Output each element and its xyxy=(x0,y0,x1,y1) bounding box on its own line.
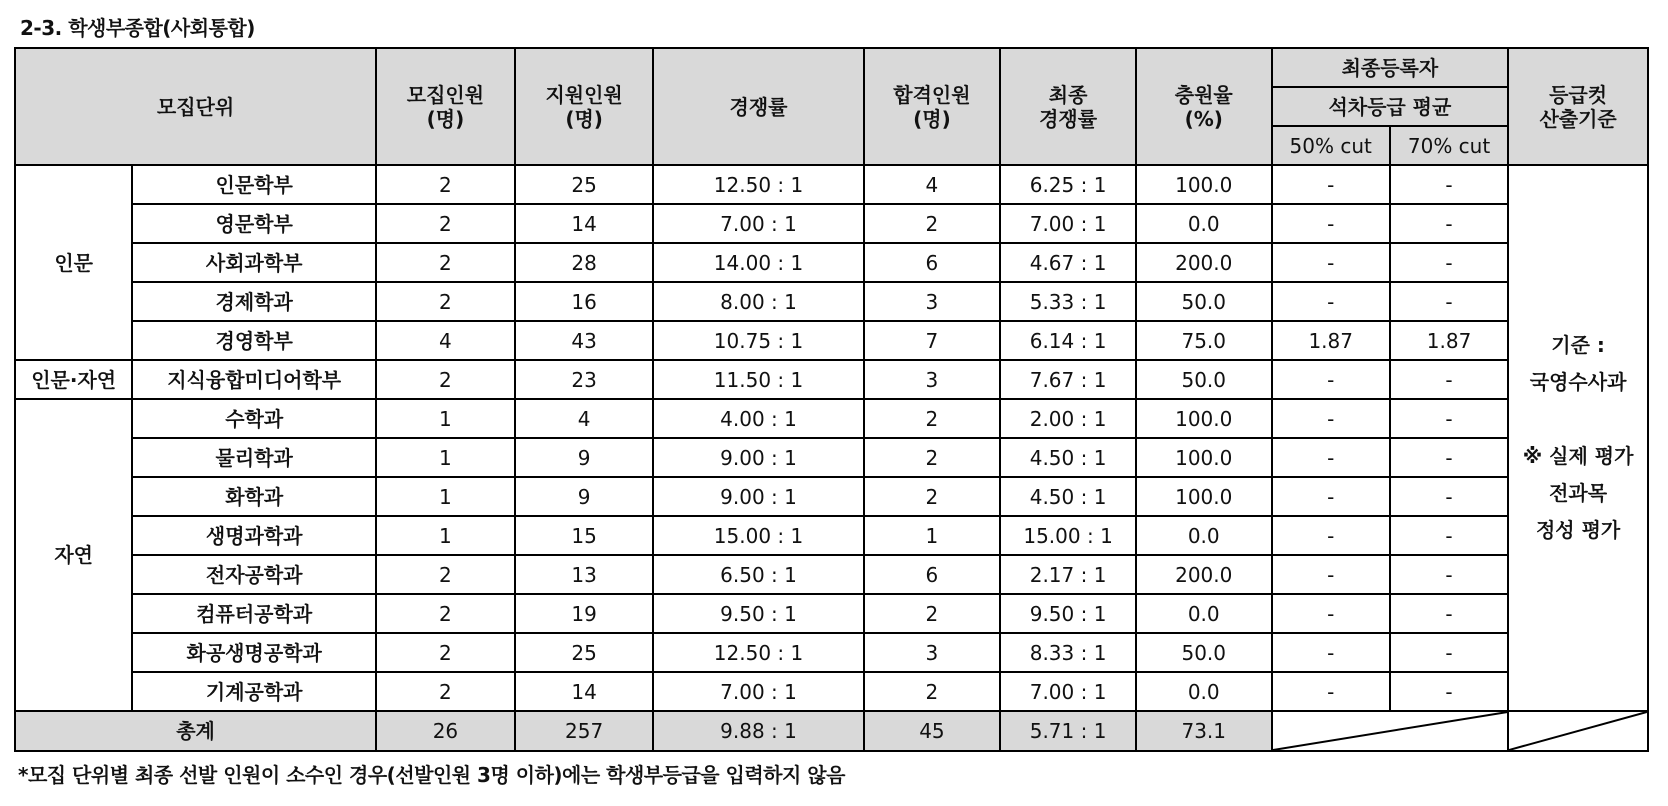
cut50-cell: - xyxy=(1272,399,1390,438)
cut70-cell: - xyxy=(1390,438,1508,477)
fill-rate-cell: 200.0 xyxy=(1136,555,1272,594)
quota-cell: 4 xyxy=(376,321,515,360)
fill-rate-cell: 100.0 xyxy=(1136,165,1272,204)
quota-cell: 1 xyxy=(376,438,515,477)
cut50-cell: - xyxy=(1272,516,1390,555)
total-passed: 45 xyxy=(864,711,1001,751)
header-passed: 합격인원 (명) xyxy=(864,48,1001,165)
ratio-cell: 15.00 : 1 xyxy=(653,516,863,555)
ratio-cell: 9.00 : 1 xyxy=(653,438,863,477)
cut50-cell: - xyxy=(1272,477,1390,516)
final-ratio-cell: 4.50 : 1 xyxy=(1000,438,1136,477)
table-row xyxy=(15,516,1648,555)
cut50-cell: - xyxy=(1272,672,1390,711)
diagonal-line xyxy=(1273,712,1508,750)
table-row xyxy=(15,672,1648,711)
applicants-cell: 19 xyxy=(515,594,654,633)
applicants-cell: 28 xyxy=(515,243,654,282)
total-label: 총계 xyxy=(15,711,376,751)
passed-cell: 6 xyxy=(864,555,1001,594)
dept-name: 지식융합미디어학부 xyxy=(132,360,376,399)
final-ratio-cell: 2.17 : 1 xyxy=(1000,555,1136,594)
ratio-cell: 7.00 : 1 xyxy=(653,204,863,243)
fill-rate-cell: 0.0 xyxy=(1136,204,1272,243)
table-row xyxy=(15,360,1648,399)
header-unit: 모집단위 xyxy=(15,48,376,165)
passed-cell: 2 xyxy=(864,399,1001,438)
total-ratio: 9.88 : 1 xyxy=(653,711,863,751)
dept-name: 생명과학과 xyxy=(132,516,376,555)
total-fill-rate: 73.1 xyxy=(1136,711,1272,751)
dept-name: 전자공학과 xyxy=(132,555,376,594)
fill-rate-cell: 200.0 xyxy=(1136,243,1272,282)
passed-cell: 3 xyxy=(864,282,1001,321)
cut70-cell: - xyxy=(1390,204,1508,243)
group-natural: 자연 xyxy=(15,399,132,711)
applicants-cell: 4 xyxy=(515,399,654,438)
final-ratio-cell: 2.00 : 1 xyxy=(1000,399,1136,438)
cut50-cell: - xyxy=(1272,204,1390,243)
quota-cell: 1 xyxy=(376,516,515,555)
cut70-cell: - xyxy=(1390,399,1508,438)
table-row xyxy=(15,282,1648,321)
passed-cell: 4 xyxy=(864,165,1001,204)
table-row xyxy=(15,204,1648,243)
table-row xyxy=(15,555,1648,594)
fill-rate-cell: 75.0 xyxy=(1136,321,1272,360)
dept-name: 기계공학과 xyxy=(132,672,376,711)
header-final-ratio: 최종 경쟁률 xyxy=(1000,48,1136,165)
passed-cell: 2 xyxy=(864,438,1001,477)
cut70-cell: - xyxy=(1390,477,1508,516)
passed-cell: 2 xyxy=(864,204,1001,243)
dept-name: 컴퓨터공학과 xyxy=(132,594,376,633)
cut70-cell: - xyxy=(1390,165,1508,204)
dept-name: 경제학과 xyxy=(132,282,376,321)
quota-cell: 2 xyxy=(376,633,515,672)
ratio-cell: 12.50 : 1 xyxy=(653,165,863,204)
cut70-cell: - xyxy=(1390,243,1508,282)
applicants-cell: 16 xyxy=(515,282,654,321)
final-ratio-cell: 9.50 : 1 xyxy=(1000,594,1136,633)
cut70-cell: - xyxy=(1390,633,1508,672)
group-humanities-natural: 인문·자연 xyxy=(15,360,132,399)
applicants-cell: 25 xyxy=(515,633,654,672)
dept-name: 사회과학부 xyxy=(132,243,376,282)
cut50-cell: - xyxy=(1272,633,1390,672)
cut50-cell: - xyxy=(1272,438,1390,477)
basis-note: 기준 : 국영수사과 ※ 실제 평가 전과목 정성 평가 xyxy=(1508,165,1648,711)
ratio-cell: 12.50 : 1 xyxy=(653,633,863,672)
final-ratio-cell: 6.14 : 1 xyxy=(1000,321,1136,360)
fill-rate-cell: 50.0 xyxy=(1136,282,1272,321)
fill-rate-cell: 0.0 xyxy=(1136,516,1272,555)
dept-name: 화학과 xyxy=(132,477,376,516)
cut50-cell: - xyxy=(1272,165,1390,204)
cut50-cell: - xyxy=(1272,282,1390,321)
final-ratio-cell: 5.33 : 1 xyxy=(1000,282,1136,321)
table-row xyxy=(15,633,1648,672)
fill-rate-cell: 50.0 xyxy=(1136,360,1272,399)
ratio-cell: 9.00 : 1 xyxy=(653,477,863,516)
cut70-cell: - xyxy=(1390,360,1508,399)
cut50-cell: - xyxy=(1272,243,1390,282)
quota-cell: 1 xyxy=(376,477,515,516)
cut50-cell: 1.87 xyxy=(1272,321,1390,360)
header-cut50: 50% cut xyxy=(1272,126,1390,165)
table-row xyxy=(15,399,1648,438)
passed-cell: 7 xyxy=(864,321,1001,360)
table-row xyxy=(15,243,1648,282)
passed-cell: 1 xyxy=(864,516,1001,555)
dept-name: 인문학부 xyxy=(132,165,376,204)
fill-rate-cell: 0.0 xyxy=(1136,594,1272,633)
total-quota: 26 xyxy=(376,711,515,751)
quota-cell: 2 xyxy=(376,594,515,633)
table-row xyxy=(15,594,1648,633)
total-final-ratio: 5.71 : 1 xyxy=(1000,711,1136,751)
ratio-cell: 6.50 : 1 xyxy=(653,555,863,594)
admission-table xyxy=(14,47,1649,752)
applicants-cell: 14 xyxy=(515,672,654,711)
total-basis-empty-cell xyxy=(1508,711,1648,751)
applicants-cell: 43 xyxy=(515,321,654,360)
applicants-cell: 15 xyxy=(515,516,654,555)
ratio-cell: 10.75 : 1 xyxy=(653,321,863,360)
applicants-cell: 9 xyxy=(515,438,654,477)
cut50-cell: - xyxy=(1272,555,1390,594)
dept-name: 수학과 xyxy=(132,399,376,438)
header-grade-average: 석차등급 평균 xyxy=(1272,87,1509,126)
total-grade-empty-cell xyxy=(1272,711,1509,751)
fill-rate-cell: 50.0 xyxy=(1136,633,1272,672)
applicants-cell: 13 xyxy=(515,555,654,594)
header-quota: 모집인원 (명) xyxy=(376,48,515,165)
final-ratio-cell: 4.67 : 1 xyxy=(1000,243,1136,282)
fill-rate-cell: 100.0 xyxy=(1136,477,1272,516)
quota-cell: 2 xyxy=(376,555,515,594)
cut70-cell: - xyxy=(1390,594,1508,633)
fill-rate-cell: 100.0 xyxy=(1136,438,1272,477)
page-title: 2-3. 학생부종합(사회통합) xyxy=(20,16,255,40)
final-ratio-cell: 7.67 : 1 xyxy=(1000,360,1136,399)
quota-cell: 2 xyxy=(376,165,515,204)
ratio-cell: 8.00 : 1 xyxy=(653,282,863,321)
cut70-cell: - xyxy=(1390,555,1508,594)
cut50-cell: - xyxy=(1272,594,1390,633)
applicants-cell: 9 xyxy=(515,477,654,516)
cut70-cell: - xyxy=(1390,672,1508,711)
ratio-cell: 7.00 : 1 xyxy=(653,672,863,711)
final-ratio-cell: 7.00 : 1 xyxy=(1000,672,1136,711)
ratio-cell: 4.00 : 1 xyxy=(653,399,863,438)
header-fill-rate: 충원율 (%) xyxy=(1136,48,1272,165)
group-humanities: 인문 xyxy=(15,165,132,360)
table-row xyxy=(15,321,1648,360)
header-cut70: 70% cut xyxy=(1390,126,1508,165)
quota-cell: 2 xyxy=(376,360,515,399)
quota-cell: 2 xyxy=(376,672,515,711)
applicants-cell: 23 xyxy=(515,360,654,399)
passed-cell: 3 xyxy=(864,360,1001,399)
header-basis: 등급컷 산출기준 xyxy=(1508,48,1648,165)
passed-cell: 3 xyxy=(864,633,1001,672)
header-final-registrant: 최종등록자 xyxy=(1272,48,1509,87)
fill-rate-cell: 0.0 xyxy=(1136,672,1272,711)
ratio-cell: 14.00 : 1 xyxy=(653,243,863,282)
fill-rate-cell: 100.0 xyxy=(1136,399,1272,438)
passed-cell: 2 xyxy=(864,477,1001,516)
final-ratio-cell: 7.00 : 1 xyxy=(1000,204,1136,243)
header-applicants: 지원인원 (명) xyxy=(515,48,654,165)
quota-cell: 2 xyxy=(376,243,515,282)
passed-cell: 6 xyxy=(864,243,1001,282)
passed-cell: 2 xyxy=(864,594,1001,633)
table-row xyxy=(15,477,1648,516)
quota-cell: 2 xyxy=(376,204,515,243)
footnote: *모집 단위별 최종 선발 인원이 소수인 경우(선발인원 3명 이하)에는 학생부등급을 입력하지 않음 xyxy=(18,763,845,787)
ratio-cell: 9.50 : 1 xyxy=(653,594,863,633)
cut70-cell: - xyxy=(1390,282,1508,321)
cut70-cell: - xyxy=(1390,516,1508,555)
dept-name: 영문학부 xyxy=(132,204,376,243)
ratio-cell: 11.50 : 1 xyxy=(653,360,863,399)
final-ratio-cell: 15.00 : 1 xyxy=(1000,516,1136,555)
diagonal-line xyxy=(1509,712,1647,750)
cut70-cell: 1.87 xyxy=(1390,321,1508,360)
dept-name: 경영학부 xyxy=(132,321,376,360)
final-ratio-cell: 4.50 : 1 xyxy=(1000,477,1136,516)
final-ratio-cell: 6.25 : 1 xyxy=(1000,165,1136,204)
applicants-cell: 25 xyxy=(515,165,654,204)
final-ratio-cell: 8.33 : 1 xyxy=(1000,633,1136,672)
passed-cell: 2 xyxy=(864,672,1001,711)
header-ratio: 경쟁률 xyxy=(653,48,863,165)
dept-name: 화공생명공학과 xyxy=(132,633,376,672)
table-row xyxy=(15,165,1648,204)
applicants-cell: 14 xyxy=(515,204,654,243)
total-applicants: 257 xyxy=(515,711,654,751)
quota-cell: 1 xyxy=(376,399,515,438)
table-row xyxy=(15,438,1648,477)
dept-name: 물리학과 xyxy=(132,438,376,477)
cut50-cell: - xyxy=(1272,360,1390,399)
quota-cell: 2 xyxy=(376,282,515,321)
total-row xyxy=(15,711,1648,751)
